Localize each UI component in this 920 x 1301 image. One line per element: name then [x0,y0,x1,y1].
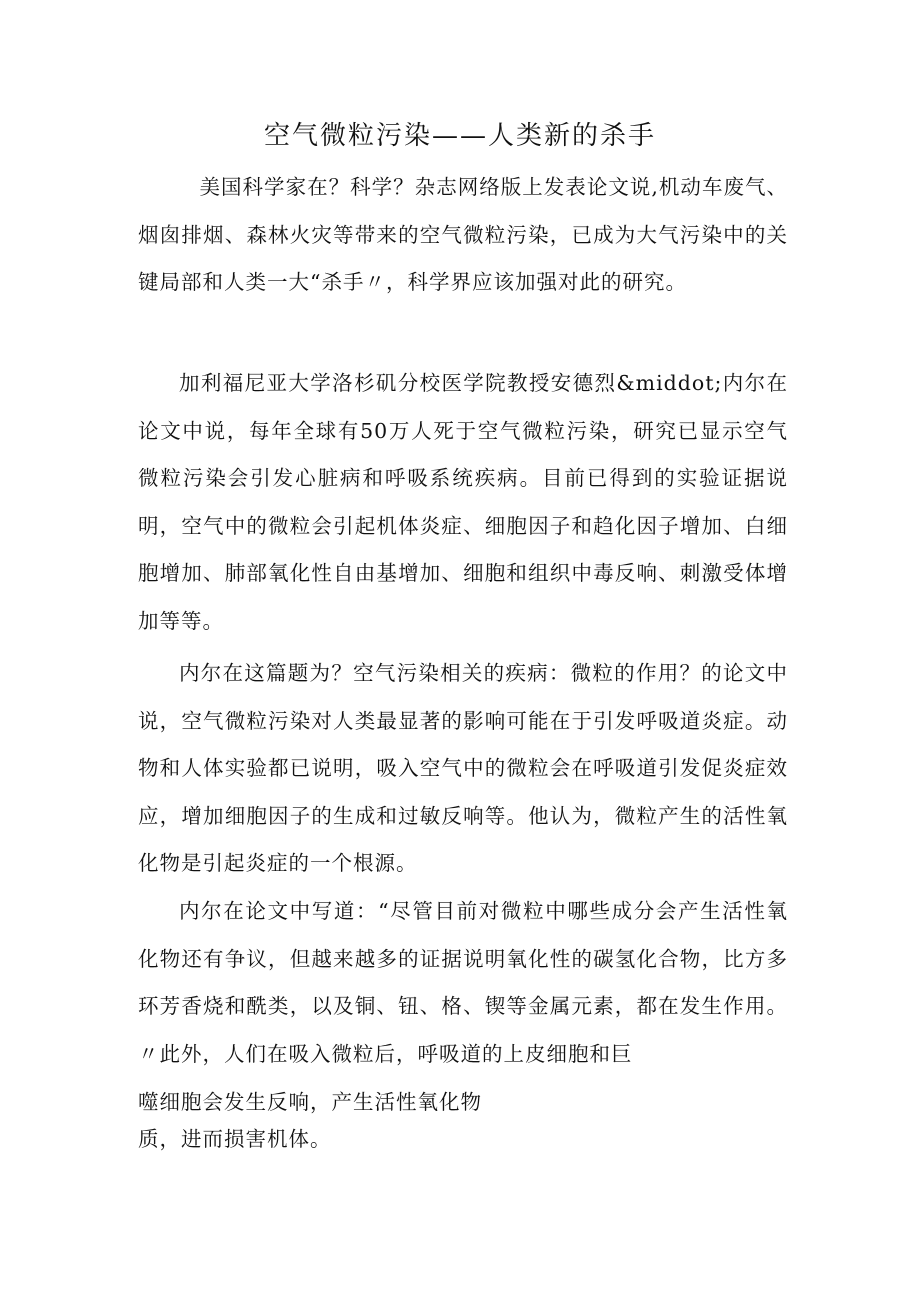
paragraph-3: 内尔在这篇题为？空气污染相关的疾病：微粒的作用？的论文中说，空气微粒污染对人类最显著的影响可能在于引发呼吸道炎症。动物和人体实验都已说明，吸入空气中的微粒会在呼吸道引发促炎症效应，增加细胞因子的生成和过敏反响等。他认为，微粒产生的活性氧化物是引起炎症的一个根源。 [138,661,788,875]
paragraph-4: 内尔在论文中写道：“尽管目前对微粒中哪些成分会产生活性氧化物还有争议，但越来越多的证据说明氧化性的碳氢化合物，比方多环芳香烧和酰类，以及铜、钮、格、锲等金属元素，都在发生作用。〃此外，人们在吸入微粒后，呼吸道的上皮细胞和巨 [138,899,788,1066]
paragraph-2: 加利福尼亚大学洛杉矶分校医学院教授安德烈&middot;内尔在论文中说，每年全球有50万人死于空气微粒污染，研究已显示空气微粒污染会引发心脏病和呼吸系统疾病。目前已得到的实验证据说明，空气中的微粒会引起机体炎症、细胞因子和趋化因子增加、白细胞增加、肺部氧化性自由基增加、细胞和组织中毒反响、刺激受体增加等等。 [138,371,788,633]
paragraph-4-tail-line-2: 质，进而损害机体。 [138,1127,332,1151]
paragraph-4-tail-line-1: 噬细胞会发生反响，产生活性氧化物 [138,1090,482,1114]
paragraph-1: 美国科学家在？科学？杂志网络版上发表论文说,机动车废气、烟囱排烟、森林火灾等带来的空气微粒污染，已成为大气污染中的关键局部和人类一大“杀手〃，科学界应该加强对此的研究。 [138,175,788,294]
document-title: 空气微粒污染——人类新的杀手 [263,121,656,151]
